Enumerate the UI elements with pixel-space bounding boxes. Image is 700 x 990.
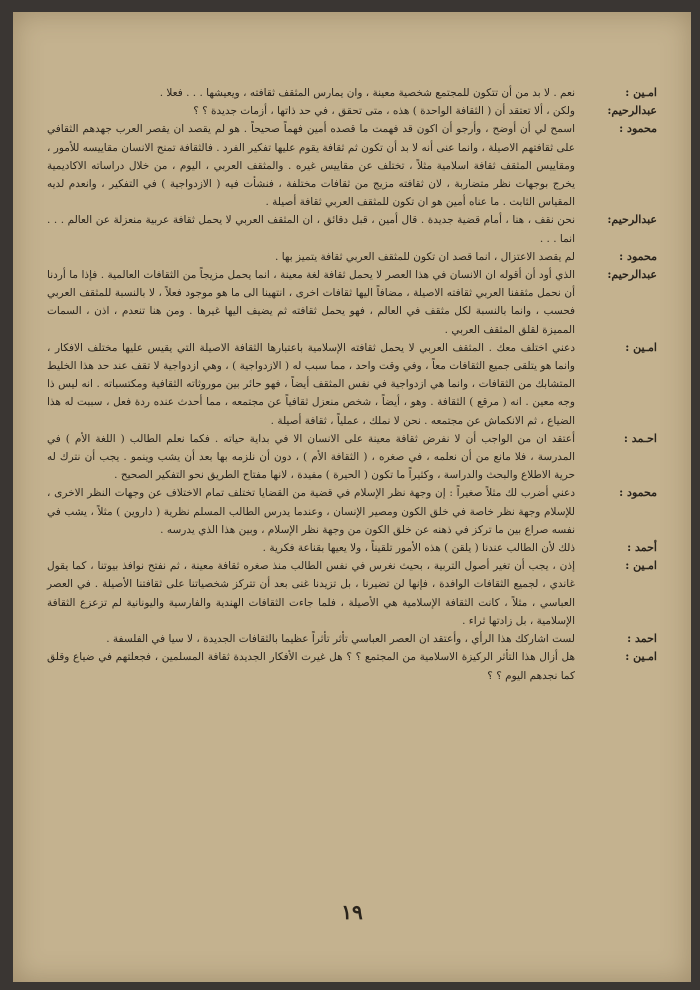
speaker-name: عبدالرحيم: — [607, 268, 657, 282]
speaker-name: محمود : — [619, 122, 657, 136]
dialogue-body — [47, 84, 657, 685]
speech-text: الذي أود أن أقوله ان الانسان في هذا العصر لا يحمل ثقافة لغة معينة ، انما يحمل مزيجاً من الثقافات العالمية . فإذا ما أردنا أن نحمل مثقفنا العربي ثقافته الاصيلة ، مضافاً اليها ثقافات اخرى ، انتهينا الى ما هو موجود فعلاً ، لا بالنسبة للمثقف العربي فحسب ، وانما بالنسبة لكل مثقف في العالم ، فهو يحمل ثقافته ثم يضيف اليها غيرها . ومن هنا تنعدم ، اذن ، السمات المميزة لقلق المثقف العربي . — [47, 269, 575, 336]
speaker-name: امـين : — [625, 340, 657, 354]
dialogue-turn — [47, 102, 657, 120]
dialogue-turn — [47, 120, 657, 211]
speaker-name: محمود : — [619, 486, 657, 500]
speech-text: إذن ، يجب أن تغير أصول التربية ، بحيث نغرس في نفس الطالب منذ صغره ثقافة معينة ، ثم نفتح نوافذ بيوتنا ، كما يقول غاندي ، لجميع الثقافات الوافدة ، فإنها لن تضيرنا ، بل تزيدنا غنى بعد أن تتركز شخصياتنا على ثقافتنا الأصيلة . في العصر العباسي ، مثلاً ، كانت الثقافة الإسلامية هي الأصيلة ، فلما جاءت الثقافات الهندية والفارسية واليونانية لم تزعزع الثقافة الإسلامية ، بل زادتها ثراء . — [47, 560, 575, 627]
speaker-name: احـمد : — [623, 431, 657, 445]
speech-text: دعني أضرب لك مثلاً صغيراً : إن وجهة نظر الإسلام في قضية من القضايا تختلف تمام الاختلاف عن وجهات النظر الاخرى ، للإسلام وجهة نظر خاصة في خلق الكون ومصير الإنسان ، وعندما يدرس الطالب المسلم نظرية ( داروين ) مثلاً ، يشب في نفسه صراع بين ما تركز في ذهنه عن خلق الكون من وجهة نظر الإسلام ، وبين هذا الذي يدرسه . — [47, 487, 575, 536]
speech-text: لم يقصد الاعتزال ، انما قصد ان تكون للمثقف العربي ثقافة يتميز بها . — [275, 250, 575, 263]
dialogue-turn — [47, 211, 657, 247]
speech-text: ذلك لأن الطالب عندنا ( يلقن ) هذه الأمور تلقيناً ، ولا يعيها بقناعة فكرية . — [262, 542, 575, 555]
speaker-name: امـين : — [625, 559, 657, 573]
speech-text: نحن نقف ، هنا ، أمام قضية جديدة . قال أمين ، قبل دقائق ، ان المثقف العربي لا يحمل ثقافة عربية منعزلة عن العالم . . . انما . . . — [47, 214, 575, 245]
speech-text: دعني اختلف معك . المثقف العربي لا يحمل ثقافته الإسلامية باعتبارها الثقافة الاصيلة التي يقيس عليها مختلف الافكار ، وانما هو يتلقى جميع الثقافات معاً ، وفي وقت واحد ، مما سبب له ( الازدواجية ) ، وهي ازدواجية لا تقف عند حد هذا الخليط المتشابك من الثقافات ، وانما هي ازدواجية في نفس المثقف أيضاً ، فهو حائر بين موروثاته الثقافية ومكتسباته . انه ليس ذا وجه معين . انه ( مرقع ) الثقافة . وهو ، أيضاً ، شخص منعزل ثقافياً عن مجتمعه ، مما أحدث عنده ردة فعل ، سببت له هذا الضياع ، ثم الانكماش عن مجتمعه . نحن لا نملك ، عملياً ، ثقافة أصيلة . — [47, 341, 575, 427]
dialogue-turn — [47, 557, 657, 630]
dialogue-turn — [47, 266, 657, 339]
speaker-name: عبدالرحيم: — [607, 104, 657, 118]
speech-text: أعتقد ان من الواجب أن لا نفرض ثقافة معينة على الانسان الا في بداية حياته . فكما نعلم الطالب ( اللغة الأم ) في المدرسة ، فلا مانع من أن نعلمه ، في صغره ، ( الثقافة الأم ) ، دون أن نلزمه بها بعد أن يشب وينمو . يجب أن نترك له حرية الاطلاع والبحث والدراسة ، وكثيراً ما تكون ( الحيرة ) مفيدة ، لانها مفتاح الطريق نحو التفكير الصحيح . — [47, 432, 575, 482]
speaker-name: امـين : — [625, 650, 657, 664]
speech-text: لست اشاركك هذا الرأي ، وأعتقد ان العصر العباسي تأثر تأثراً عظيما بالثقافات الجديدة ، لا سيا في الفلسفة . — [106, 633, 575, 646]
speaker-name: أحمد : — [627, 541, 657, 555]
dialogue-turn — [47, 539, 657, 557]
dialogue-turn — [47, 630, 657, 648]
speech-text: هل أزال هذا التأثر الركيزة الاسلامية من المجتمع ؟ ؟ هل غيرت الأفكار الجديدة ثقافة المسلمين ، فجعلتهم في ضياع وقلق كما نجدهم اليوم ؟ ؟ — [47, 651, 575, 682]
speaker-name: محمود : — [619, 249, 657, 263]
speaker-name: احمد : — [627, 632, 657, 646]
page-number: ١٩ — [341, 900, 363, 924]
document-page — [13, 12, 691, 982]
speech-text: ولكن ، ألا تعتقد أن ( الثقافة الواحدة ) هذه ، متى تحقق ، في حد ذاتها ، أزمات جديدة ؟ ؟ — [193, 105, 575, 118]
dialogue-turn — [47, 84, 657, 102]
speech-text: اسمح لي أن أوضح ، وأرجو أن اكون قد فهمت ما قصده أمين فهماً صحيحاً . هو لم يقصد ان يقصر العرب جهدهم الثقافي على ثقافتهم الاصيلة ، وانما عنى أنه لا بد أن تكون ثم ثقافة يقوم عليها تفكير الفرد . فالثقافة تمنح الانسان مقاييسه للأمور ، ومقاييس المثقف ثقافة اسلامية مثلاً ، تختلف عن مقاييس غيره . والمثقف العربي ، اليوم ، من خلال دراساته الاكاديمية يخرج بوجهات نظر متضاربة ، لان ثقافته مزيج من ثقافات مختلفة ، فنشأت فيه ( الازدواجية ) في التفكير ، وانعدم لديه المقياس الثابت . ما عناه أمين هو ان تكون للمثقف العربي ثقافة أصيلة . — [47, 123, 575, 209]
dialogue-turn — [47, 648, 657, 684]
speaker-name: عبدالرحيم: — [607, 213, 657, 227]
dialogue-turn — [47, 339, 657, 430]
speech-text: نعم . لا بد من أن تتكون للمجتمع شخصية معينة ، وان يمارس المثقف ثقافته ، ويعيشها . . . فعلا . — [159, 87, 575, 99]
dialogue-turn — [47, 430, 657, 485]
dialogue-turn — [47, 484, 657, 539]
dialogue-turn — [47, 248, 657, 266]
speaker-name: امـين : — [625, 86, 657, 99]
